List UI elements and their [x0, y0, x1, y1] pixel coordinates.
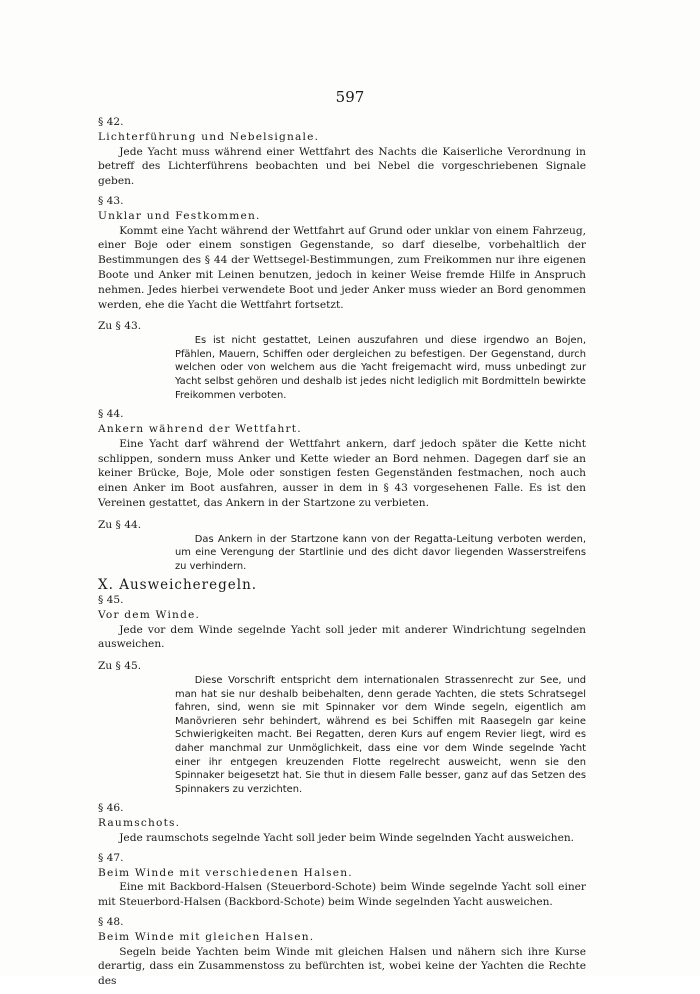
- section-number: § 48.: [98, 915, 124, 928]
- section-heading: Unklar und Festkommen.: [98, 209, 261, 222]
- section-heading: Vor dem Winde.: [98, 608, 201, 621]
- paragraph: Jede raumschots segelnde Yacht soll jeder beim Winde segelnden Yacht ausweichen.: [119, 832, 575, 844]
- commentary-body: [98, 533, 586, 574]
- commentary-title: Zu § 43.: [98, 320, 142, 333]
- paragraph: Eine Yacht darf während der Wettfahrt ankern, darf jedoch später die Kette nicht schlippen, sondern muss Anker und Kette wieder an Bord nehmen. Dagegen darf sie an keiner Brücke, Boje, Mole oder sonstigen festen Gegenständen festmachen, noch auch einen Anker im Boot ausfahren, ausser in dem in § 43 vorgesehenen Falle. Es ist den Vereinen gestattet, das Ankern in der Startzone zu verbieten.: [98, 437, 586, 509]
- paragraph: Jede Yacht muss während einer Wettfahrt des Nachts die Kaiserliche Verordnung in betreff des Lichterführens beobachten und bei Nebel die vorgeschriebenen Signale geben.: [98, 145, 586, 188]
- section-number: § 46.: [98, 802, 124, 815]
- chapter-heading: X. Ausweicheregeln.: [98, 577, 258, 594]
- commentary-body: [98, 674, 586, 796]
- commentary-block: [98, 319, 586, 402]
- commentary-text: Das Ankern in der Startzone kann von der Regatta-Leitung verboten werden, um eine Verengung der Startlinie und des dicht davor liegenden Wasserstreifens zu verhindern.: [175, 533, 586, 572]
- commentary-block: [98, 659, 586, 796]
- commentary-body: [98, 334, 586, 402]
- spacer: [98, 312, 586, 317]
- section-number: § 42.: [98, 116, 124, 128]
- spacer: [98, 652, 586, 657]
- section-number: § 47.: [98, 851, 124, 864]
- paragraph: Segeln beide Yachten beim Winde mit gleichen Halsen und nähern sich ihre Kurse derartig, dass ein Zusammenstoss zu befürchten ist, wobei keine der Yachten die Rechte des: [98, 945, 586, 988]
- spacer: [98, 989, 586, 994]
- section-heading: Beim Winde mit gleichen Halsen.: [98, 930, 315, 943]
- section-heading: Lichterführung und Nebelsignale.: [98, 130, 320, 143]
- paragraph: Eine mit Backbord-Halsen (Steuerbord-Schote) beim Winde segelnde Yacht soll einer mit Steuerbord-Halsen (Backbord-Schote) beim Winde segelnden Yacht ausweichen.: [98, 881, 586, 909]
- commentary-title: Zu § 45.: [98, 660, 142, 673]
- spacer: [98, 511, 586, 516]
- section-heading: Beim Winde mit verschiedenen Halsen.: [98, 866, 353, 879]
- commentary-text: Diese Vorschrift entspricht dem internationalen Strassenrecht zur See, und man hat sie nur deshalb beibehalten, denn gerade Yachten, die stets Schratsegel fahren, sind, wenn sie mit Spinnaker vor dem Winde segeln, eigentlich am Manövrieren sehr behindert, während es bei Schiffen mit Raasegeln gar keine Schwierigkeiten macht. Bei Regatten, deren Kurs auf engem Revier liegt, wird es daher manchmal zur Unmöglichkeit, dass eine vor dem Winde segelnde Yacht einer ihr entgegen kreuzenden Flotte regelrecht ausweicht, wenn sie den Spinnaker beigesetzt hat. Sie thut in diesem Falle besser, ganz auf das Setzen des Spinnakers zu verzichten.: [175, 675, 586, 795]
- text-column: [98, 115, 586, 994]
- paragraph: Kommt eine Yacht während der Wettfahrt auf Grund oder unklar von einem Fahrzeug, einer Boje oder einem sonstigen Gegenstande, so darf dieselbe, vorbehaltlich der Bestimmungen des § 44 der Wettsegel-Bestimmungen, zum Freikommen nur ihre eigenen Boote und Anker mit Leinen benutzen, jedoch in keiner Weise fremde Hilfe in Anspruch nehmen. Jedes hierbei verwendete Boot und jeder Anker muss wieder an Bord genommen werden, ehe die Yacht die Wettfahrt fortsetzt.: [98, 224, 586, 311]
- section-number: § 43.: [98, 194, 124, 207]
- commentary-block: [98, 518, 586, 574]
- paragraph: Jede vor dem Winde segelnde Yacht soll jeder mit anderer Windrichtung segelnden ausweichen.: [98, 623, 586, 651]
- page-number: 597: [335, 88, 365, 106]
- section-number: § 45.: [98, 594, 124, 607]
- commentary-text: Es ist nicht gestattet, Leinen auszufahren und diese irgendwo an Bojen, Pfählen, Mauern, Schiffen oder dergleichen zu befestigen. Der Gegenstand, durch welchen oder von welchem aus die Yacht freigemacht wird, muss unbedingt zur Yacht selbst gehören und deshalb ist jedes nicht lediglich mit Bordmitteln bewirkte Freikommen verboten.: [175, 335, 586, 401]
- section-number: § 44.: [98, 408, 124, 421]
- section-heading: Raumschots.: [98, 817, 181, 830]
- section-heading: Ankern während der Wettfahrt.: [98, 422, 302, 435]
- commentary-title: Zu § 44.: [98, 518, 142, 531]
